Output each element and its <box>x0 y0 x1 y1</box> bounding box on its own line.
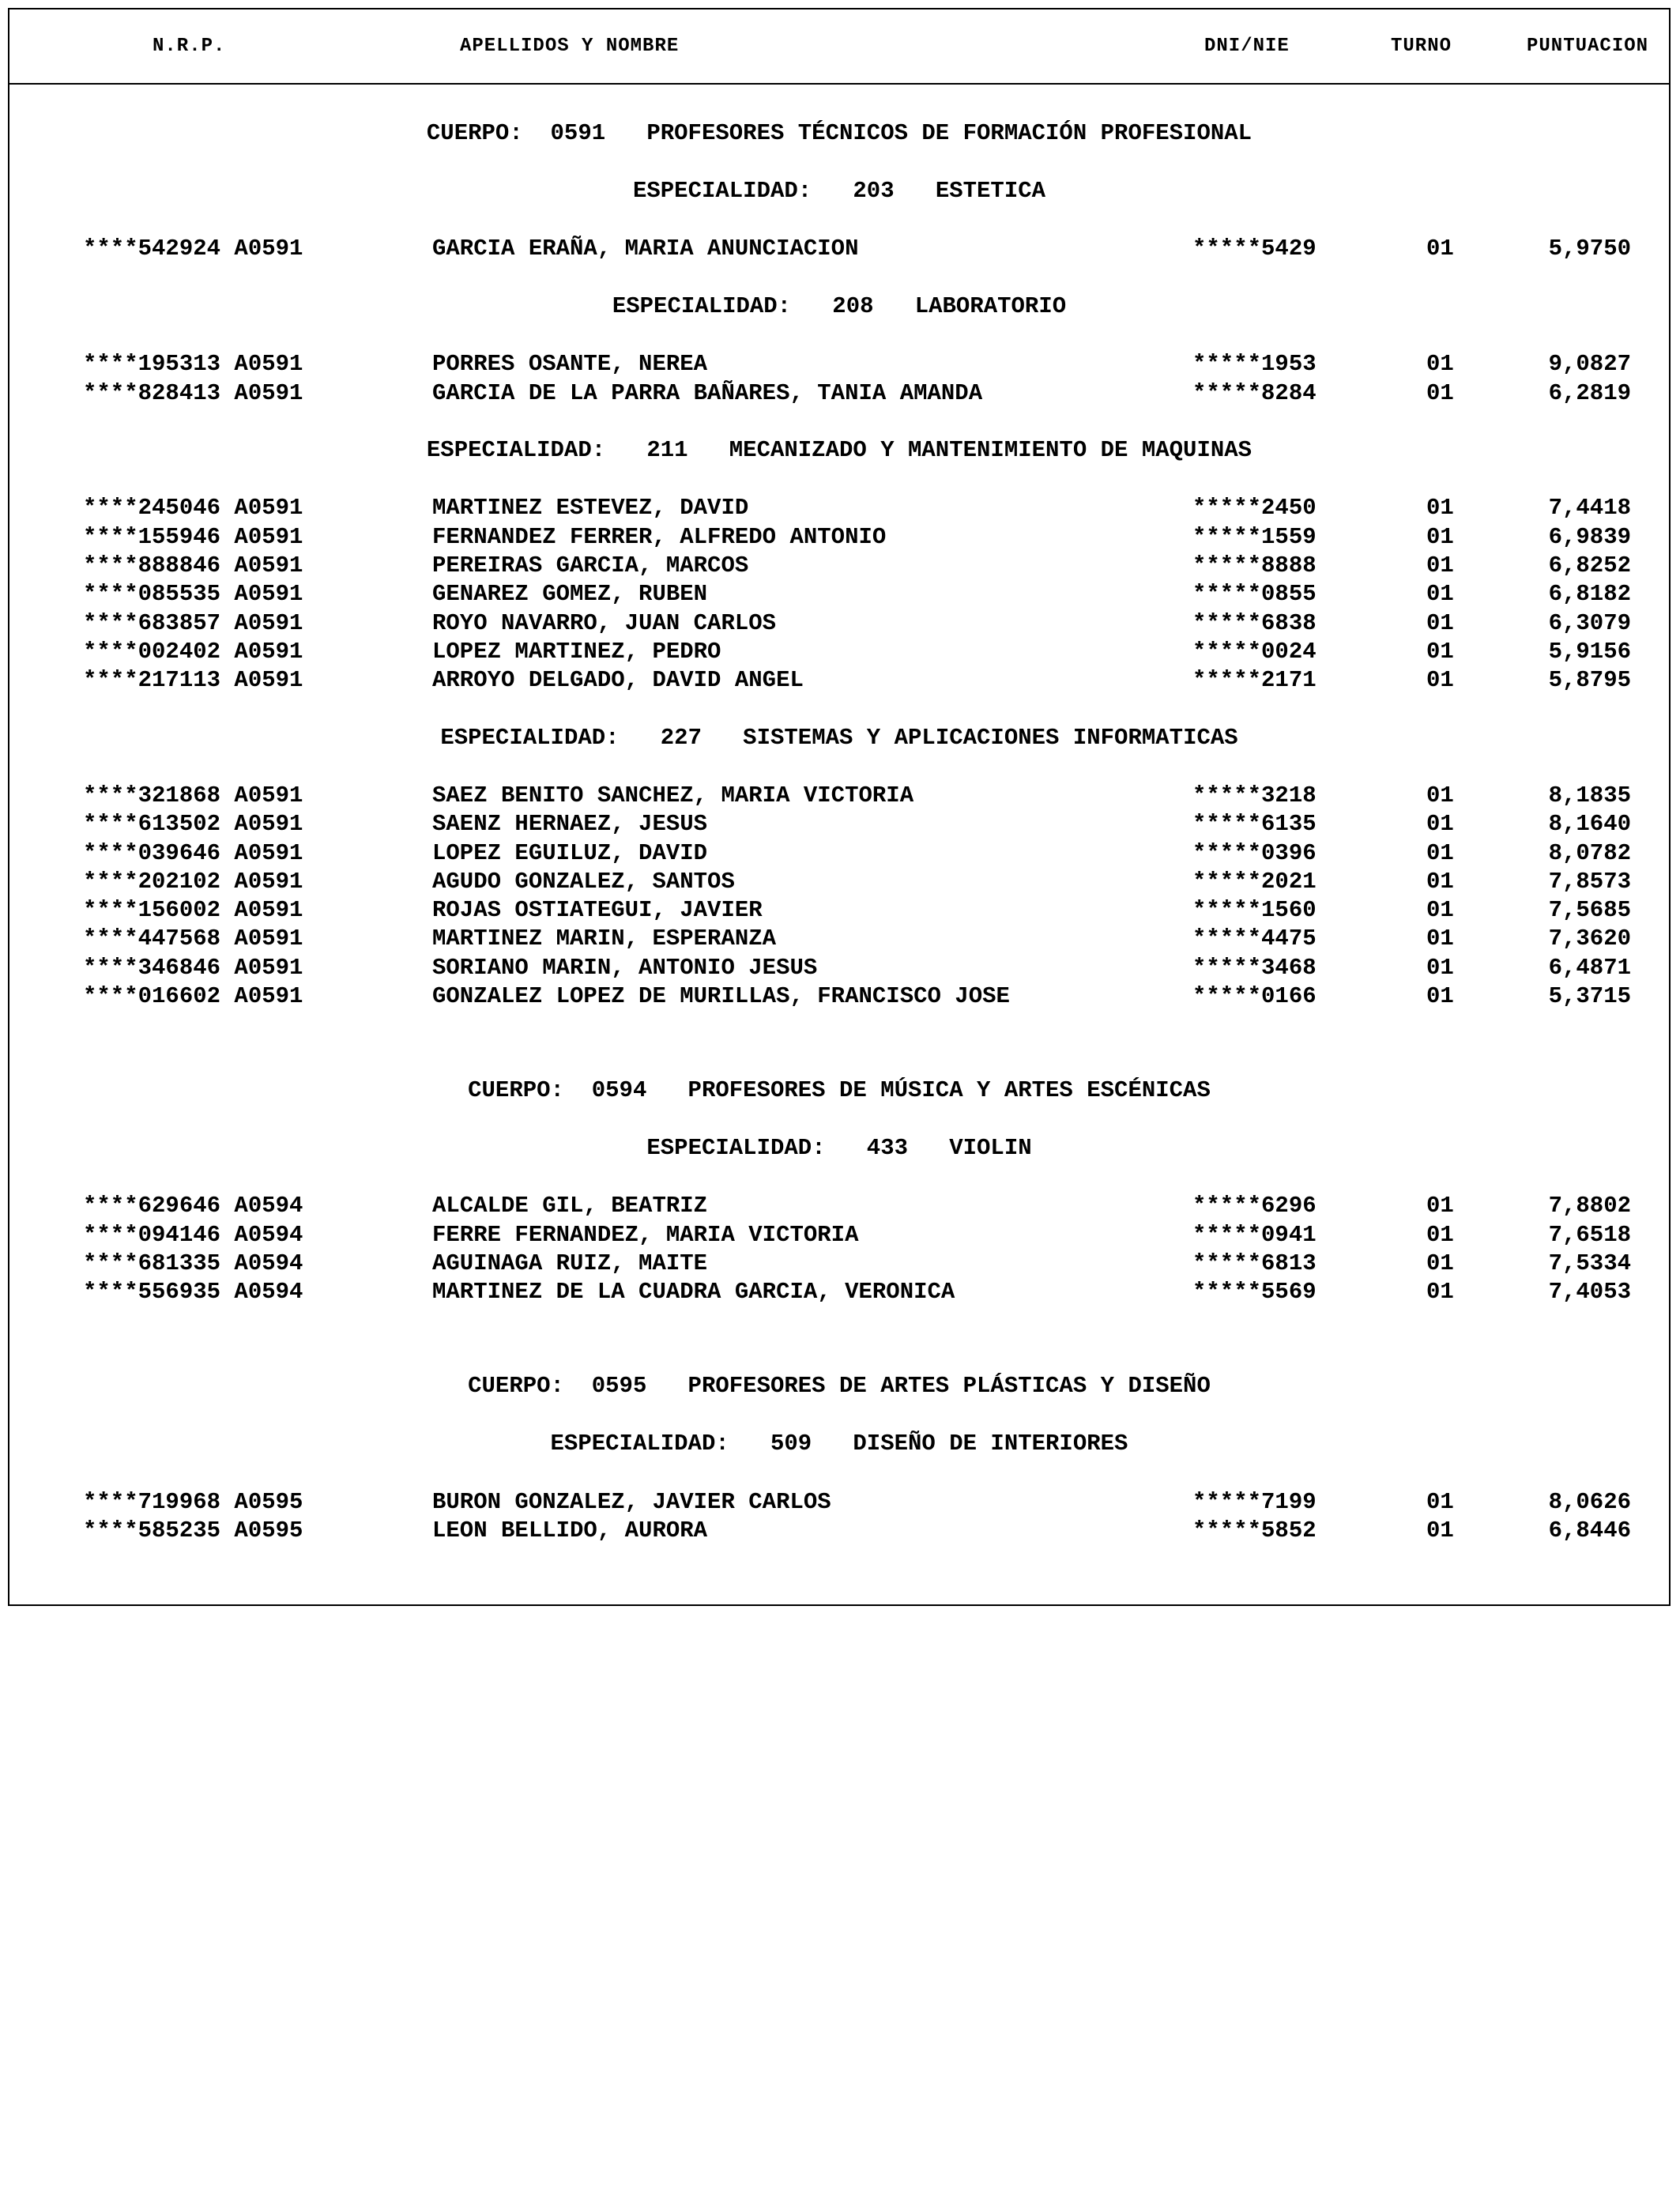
table-row <box>9 1488 1669 1517</box>
table-row <box>9 810 1669 839</box>
turno-cell: 01 <box>1426 782 1454 809</box>
dni-cell: *****6296 <box>1192 1193 1317 1220</box>
cuerpo-title: CUERPO: 0591 PROFESORES TÉCNICOS DE FORMACIÓN PROFESIONAL <box>426 120 1252 146</box>
dni-cell: *****7199 <box>1192 1488 1317 1515</box>
nrp-cell: ****195313 A0591 <box>83 351 303 378</box>
dni-cell: *****0941 <box>1192 1221 1317 1248</box>
table-row <box>9 1221 1669 1250</box>
table-row <box>9 1192 1669 1220</box>
dni-cell: *****0396 <box>1192 839 1317 866</box>
nrp-cell: ****002402 A0591 <box>83 638 303 665</box>
nrp-cell: ****719968 A0595 <box>83 1488 303 1515</box>
turno-cell: 01 <box>1426 379 1454 406</box>
dni-cell: *****1559 <box>1192 523 1317 550</box>
name-cell: LEON BELLIDO, AURORA <box>432 1517 708 1544</box>
dni-cell: *****0855 <box>1192 581 1317 608</box>
puntuacion-cell: 8,0626 <box>1548 1488 1631 1515</box>
dni-cell: *****8888 <box>1192 552 1317 579</box>
turno-cell: 01 <box>1426 236 1454 262</box>
table-row <box>9 235 1669 263</box>
turno-cell: 01 <box>1426 868 1454 895</box>
header-turno: TURNO <box>1391 36 1452 57</box>
table-row <box>9 638 1669 666</box>
turno-cell: 01 <box>1426 925 1454 952</box>
table-row <box>9 666 1669 695</box>
especialidad-title: ESPECIALIDAD: 211 MECANIZADO Y MANTENIMIENTO DE MAQUINAS <box>426 437 1252 464</box>
name-cell: SORIANO MARIN, ANTONIO JESUS <box>432 954 818 981</box>
turno-cell: 01 <box>1426 638 1454 665</box>
puntuacion-cell: 7,4053 <box>1548 1279 1631 1306</box>
puntuacion-cell: 5,9156 <box>1548 638 1631 665</box>
turno-cell: 01 <box>1426 1517 1454 1544</box>
dni-cell: *****0024 <box>1192 638 1317 665</box>
name-cell: SAENZ HERNAEZ, JESUS <box>432 811 708 838</box>
dni-cell: *****6135 <box>1192 811 1317 838</box>
especialidad-title: ESPECIALIDAD: 208 LABORATORIO <box>612 293 1067 319</box>
table-row <box>9 982 1669 1011</box>
nrp-cell: ****156002 A0591 <box>83 897 303 924</box>
puntuacion-cell: 6,4871 <box>1548 954 1631 981</box>
turno-cell: 01 <box>1426 811 1454 838</box>
table-row <box>9 839 1669 868</box>
name-cell: ROJAS OSTIATEGUI, JAVIER <box>432 897 763 924</box>
nrp-cell: ****585235 A0595 <box>83 1517 303 1544</box>
puntuacion-cell: 7,6518 <box>1548 1221 1631 1248</box>
puntuacion-cell: 8,1835 <box>1548 782 1631 809</box>
nrp-cell: ****085535 A0591 <box>83 581 303 608</box>
puntuacion-cell: 5,9750 <box>1548 236 1631 262</box>
table-row <box>9 379 1669 408</box>
puntuacion-cell: 7,5334 <box>1548 1250 1631 1276</box>
table-row <box>9 954 1669 982</box>
name-cell: ROYO NAVARRO, JUAN CARLOS <box>432 609 777 636</box>
dni-cell: *****8284 <box>1192 379 1317 406</box>
header-puntuacion: PUNTUACION <box>1527 36 1649 57</box>
name-cell: GARCIA ERAÑA, MARIA ANUNCIACION <box>432 236 859 262</box>
puntuacion-cell: 7,8802 <box>1548 1193 1631 1220</box>
dni-cell: *****1953 <box>1192 351 1317 378</box>
especialidad-title: ESPECIALIDAD: 203 ESTETICA <box>632 178 1046 205</box>
especialidad-title: ESPECIALIDAD: 509 DISEÑO DE INTERIORES <box>550 1431 1128 1457</box>
puntuacion-cell: 8,1640 <box>1548 811 1631 838</box>
table-row <box>9 925 1669 953</box>
turno-cell: 01 <box>1426 897 1454 924</box>
column-header-row <box>9 9 1669 85</box>
puntuacion-cell: 7,3620 <box>1548 925 1631 952</box>
name-cell: PEREIRAS GARCIA, MARCOS <box>432 552 749 579</box>
puntuacion-cell: 8,0782 <box>1548 839 1631 866</box>
especialidad-title: ESPECIALIDAD: 227 SISTEMAS Y APLICACIONES INFORMATICAS <box>440 724 1238 751</box>
nrp-cell: ****629646 A0594 <box>83 1193 303 1220</box>
name-cell: SAEZ BENITO SANCHEZ, MARIA VICTORIA <box>432 782 914 809</box>
table-row <box>9 896 1669 925</box>
listing-frame <box>8 8 1671 1606</box>
turno-cell: 01 <box>1426 667 1454 694</box>
nrp-cell: ****016602 A0591 <box>83 983 303 1009</box>
nrp-cell: ****245046 A0591 <box>83 495 303 522</box>
nrp-cell: ****681335 A0594 <box>83 1250 303 1276</box>
name-cell: ALCALDE GIL, BEATRIZ <box>432 1193 708 1220</box>
turno-cell: 01 <box>1426 839 1454 866</box>
name-cell: MARTINEZ DE LA CUADRA GARCIA, VERONICA <box>432 1279 955 1306</box>
name-cell: AGUDO GONZALEZ, SANTOS <box>432 868 735 895</box>
dni-cell: *****5429 <box>1192 236 1317 262</box>
dni-cell: *****0166 <box>1192 983 1317 1009</box>
table-row <box>9 552 1669 580</box>
dni-cell: *****6838 <box>1192 609 1317 636</box>
puntuacion-cell: 7,4418 <box>1548 495 1631 522</box>
puntuacion-cell: 6,2819 <box>1548 379 1631 406</box>
dni-cell: *****5569 <box>1192 1279 1317 1306</box>
nrp-cell: ****556935 A0594 <box>83 1279 303 1306</box>
nrp-cell: ****542924 A0591 <box>83 236 303 262</box>
turno-cell: 01 <box>1426 1221 1454 1248</box>
name-cell: FERRE FERNANDEZ, MARIA VICTORIA <box>432 1221 859 1248</box>
table-row <box>9 1517 1669 1545</box>
header-dni: DNI/NIE <box>1204 36 1290 57</box>
nrp-cell: ****217113 A0591 <box>83 667 303 694</box>
puntuacion-cell: 6,8182 <box>1548 581 1631 608</box>
cuerpo-title: CUERPO: 0595 PROFESORES DE ARTES PLÁSTICAS Y DISEÑO <box>468 1373 1211 1400</box>
turno-cell: 01 <box>1426 552 1454 579</box>
turno-cell: 01 <box>1426 1250 1454 1276</box>
dni-cell: *****2021 <box>1192 868 1317 895</box>
puntuacion-cell: 6,8446 <box>1548 1517 1631 1544</box>
dni-cell: *****3468 <box>1192 954 1317 981</box>
puntuacion-cell: 6,9839 <box>1548 523 1631 550</box>
table-row <box>9 609 1669 638</box>
dni-cell: *****5852 <box>1192 1517 1317 1544</box>
puntuacion-cell: 7,5685 <box>1548 897 1631 924</box>
table-row <box>9 782 1669 810</box>
table-row <box>9 868 1669 896</box>
turno-cell: 01 <box>1426 351 1454 378</box>
nrp-cell: ****039646 A0591 <box>83 839 303 866</box>
turno-cell: 01 <box>1426 495 1454 522</box>
name-cell: GARCIA DE LA PARRA BAÑARES, TANIA AMANDA <box>432 379 983 406</box>
name-cell: MARTINEZ ESTEVEZ, DAVID <box>432 495 749 522</box>
name-cell: PORRES OSANTE, NEREA <box>432 351 708 378</box>
header-name: APELLIDOS Y NOMBRE <box>460 36 680 57</box>
table-row <box>9 494 1669 522</box>
nrp-cell: ****155946 A0591 <box>83 523 303 550</box>
dni-cell: *****4475 <box>1192 925 1317 952</box>
puntuacion-cell: 5,8795 <box>1548 667 1631 694</box>
puntuacion-cell: 6,3079 <box>1548 609 1631 636</box>
turno-cell: 01 <box>1426 954 1454 981</box>
nrp-cell: ****447568 A0591 <box>83 925 303 952</box>
name-cell: GENAREZ GOMEZ, RUBEN <box>432 581 708 608</box>
table-row <box>9 580 1669 609</box>
header-nrp: N.R.P. <box>153 36 226 57</box>
turno-cell: 01 <box>1426 609 1454 636</box>
table-row <box>9 523 1669 552</box>
name-cell: ARROYO DELGADO, DAVID ANGEL <box>432 667 804 694</box>
dni-cell: *****6813 <box>1192 1250 1317 1276</box>
puntuacion-cell: 5,3715 <box>1548 983 1631 1009</box>
nrp-cell: ****888846 A0591 <box>83 552 303 579</box>
nrp-cell: ****346846 A0591 <box>83 954 303 981</box>
name-cell: LOPEZ MARTINEZ, PEDRO <box>432 638 721 665</box>
nrp-cell: ****828413 A0591 <box>83 379 303 406</box>
nrp-cell: ****683857 A0591 <box>83 609 303 636</box>
puntuacion-cell: 7,8573 <box>1548 868 1631 895</box>
name-cell: LOPEZ EGUILUZ, DAVID <box>432 839 708 866</box>
nrp-cell: ****094146 A0594 <box>83 1221 303 1248</box>
table-row <box>9 350 1669 379</box>
turno-cell: 01 <box>1426 1488 1454 1515</box>
nrp-cell: ****321868 A0591 <box>83 782 303 809</box>
name-cell: GONZALEZ LOPEZ DE MURILLAS, FRANCISCO JOSE <box>432 983 1010 1009</box>
dni-cell: *****2171 <box>1192 667 1317 694</box>
table-row <box>9 1250 1669 1278</box>
dni-cell: *****3218 <box>1192 782 1317 809</box>
puntuacion-cell: 6,8252 <box>1548 552 1631 579</box>
name-cell: MARTINEZ MARIN, ESPERANZA <box>432 925 777 952</box>
turno-cell: 01 <box>1426 1279 1454 1306</box>
nrp-cell: ****202102 A0591 <box>83 868 303 895</box>
turno-cell: 01 <box>1426 1193 1454 1220</box>
dni-cell: *****2450 <box>1192 495 1317 522</box>
table-row <box>9 1278 1669 1306</box>
name-cell: FERNANDEZ FERRER, ALFREDO ANTONIO <box>432 523 887 550</box>
turno-cell: 01 <box>1426 523 1454 550</box>
nrp-cell: ****613502 A0591 <box>83 811 303 838</box>
turno-cell: 01 <box>1426 983 1454 1009</box>
name-cell: BURON GONZALEZ, JAVIER CARLOS <box>432 1488 831 1515</box>
cuerpo-title: CUERPO: 0594 PROFESORES DE MÚSICA Y ARTES ESCÉNICAS <box>468 1076 1211 1103</box>
name-cell: AGUINAGA RUIZ, MAITE <box>432 1250 708 1276</box>
puntuacion-cell: 9,0827 <box>1548 351 1631 378</box>
dni-cell: *****1560 <box>1192 897 1317 924</box>
turno-cell: 01 <box>1426 581 1454 608</box>
especialidad-title: ESPECIALIDAD: 433 VIOLIN <box>646 1135 1032 1162</box>
